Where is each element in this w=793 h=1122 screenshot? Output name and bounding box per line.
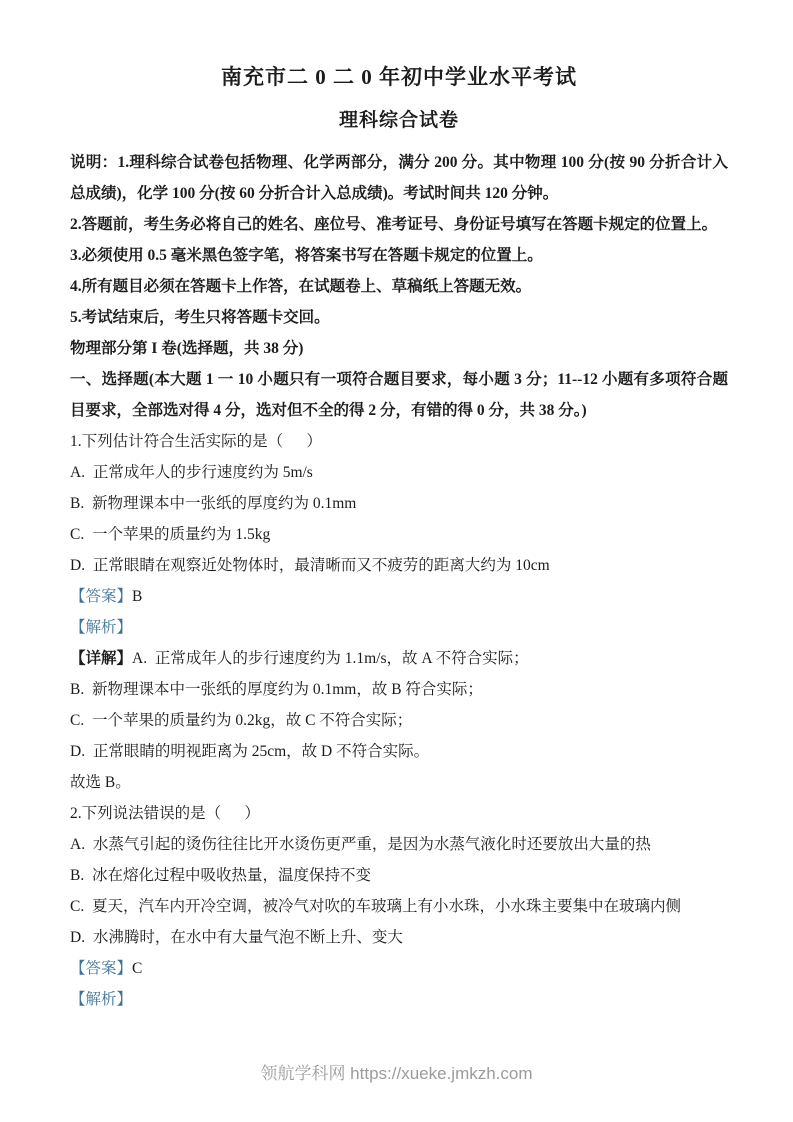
note-1: 说明：1.理科综合试卷包括物理、化学两部分，满分 200 分。其中物理 100 分(按 90 分折合计入总成绩)，化学 100 分(按 60 分折合计入总成绩)。考试时间共 120 分钟。 <box>70 154 728 202</box>
question-2-answer-value: C <box>132 960 143 977</box>
question-1-detail-b: B. 新物理课本中一张纸的厚度约为 0.1mm，故 B 符合实际； <box>70 681 483 698</box>
exam-subtitle: 理科综合试卷 <box>338 110 459 131</box>
detail-label: 【详解】 <box>70 650 133 667</box>
answer-label: 【答案】 <box>70 588 133 605</box>
question-1-stem: 1.下列估计符合生活实际的是（ ） <box>70 433 322 450</box>
answer-label: 【答案】 <box>70 960 133 977</box>
question-1-detail-d: D. 正常眼睛的明视距离为 25cm，故 D 不符合实际。 <box>70 743 430 760</box>
question-1-option-c: C. 一个苹果的质量约为 1.5kg <box>70 526 271 543</box>
question-2-option-c: C. 夏天，汽车内开冷空调，被冷气对吹的车玻璃上有小水珠，小水珠主要集中在玻璃内侧 <box>70 898 681 915</box>
exam-title: 南充市二 0 二 0 年初中学业水平考试 <box>221 65 577 89</box>
question-1-detail-a <box>70 643 728 674</box>
question-1-conclusion: 故选 B。 <box>70 774 131 791</box>
question-1-detail-a-text: A. 正常成年人的步行速度约为 1.1m/s，故 A 不符合实际； <box>132 650 529 667</box>
note-2: 2.答题前，考生务必将自己的姓名、座位号、准考证号、身份证号填写在答题卡规定的位置上。 <box>70 216 718 233</box>
section-header: 一、选择题(本大题 1 一 10 小题只有一项符合题目要求，每小题 3 分；11--12 小题有多项符合题目要求，全部选对得 4 分，选对但不全的得 2 分，有错的得 0 分，共 38 分。) <box>70 371 728 419</box>
question-1-option-a: A. 正常成年人的步行速度约为 5m/s <box>70 464 313 481</box>
question-2-analysis-label: 【解析】 <box>70 991 133 1008</box>
part-header: 物理部分第 I 卷(选择题，共 38 分) <box>70 340 304 357</box>
question-1-analysis-label: 【解析】 <box>70 619 133 636</box>
document-content <box>70 62 728 1015</box>
question-1-answer-line <box>70 581 728 612</box>
question-2-option-b: B. 冰在熔化过程中吸收热量，温度保持不变 <box>70 867 371 884</box>
note-5: 5.考试结束后，考生只将答题卡交回。 <box>70 309 330 326</box>
footer-watermark: 领航学科网 https://xueke.jmkzh.com <box>260 1064 533 1083</box>
question-2-option-a: A. 水蒸气引起的烫伤往往比开水烫伤更严重，是因为水蒸气液化时还要放出大量的热 <box>70 836 651 853</box>
note-4: 4.所有题目必须在答题卡上作答，在试题卷上、草稿纸上答题无效。 <box>70 278 532 295</box>
question-2-option-d: D. 水沸腾时，在水中有大量气泡不断上升、变大 <box>70 929 403 946</box>
question-2-answer-line <box>70 953 728 984</box>
note-3: 3.必须使用 0.5 毫米黑色签字笔，将答案书写在答题卡规定的位置上。 <box>70 247 543 264</box>
question-1-detail-c: C. 一个苹果的质量约为 0.2kg，故 C 不符合实际； <box>70 712 413 729</box>
question-1-answer-value: B <box>132 588 143 605</box>
question-1-option-d: D. 正常眼睛在观察近处物体时，最清晰而又不疲劳的距离大约为 10cm <box>70 557 550 574</box>
question-2-stem: 2.下列说法错误的是（ ） <box>70 805 260 822</box>
question-1-option-b: B. 新物理课本中一张纸的厚度约为 0.1mm <box>70 495 357 512</box>
